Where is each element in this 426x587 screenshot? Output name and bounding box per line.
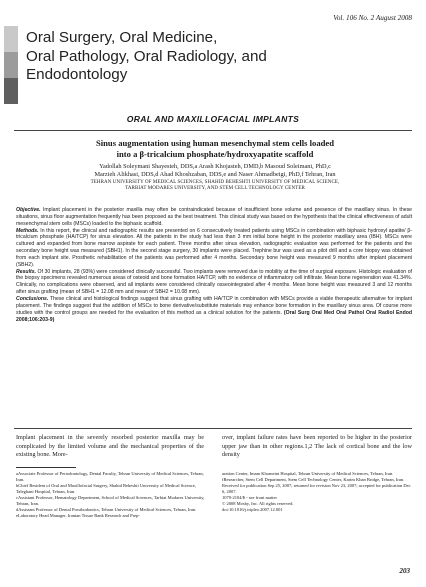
footnote: © 2008 Mosby, Inc. All rights reserved. (222, 501, 294, 506)
journal-title (26, 29, 267, 85)
masthead-color-bar (4, 26, 18, 104)
footnotes-left (16, 471, 206, 519)
footnote: 1079-2104/$ - see front matter (222, 495, 277, 500)
author-line: Marzieh Alikhasi, DDS,d Ahad Khoshzaban, DDS,e and Naser Ahmadbeigi, PhD,f Tehran, Iran (94, 171, 336, 179)
journal-masthead (4, 26, 422, 104)
footnote: cAssistant Professor, Hematology Department, School of Medical Sciences, Tarbiat Modares University, Tehran, Iran. (16, 495, 205, 506)
footnote: aration Center, Imam Khomeini Hospital, Tehran University of Medical Sciences, Tehran, Iran. (222, 471, 394, 476)
abstract-objective (16, 207, 412, 228)
affiliation-line: TEHRAN UNIVERSITY OF MEDICAL SCIENCES, SHAHID BEHESHTI UNIVERSITY OF MEDICAL SCIENCE, (90, 180, 340, 185)
body-column-right: over, implant failure rates have been reported to be higher in the posterior upper jaw than in other regions.1,2 The lack of cortical bone and the low density (222, 434, 412, 459)
article-title-line: into a β-tricalcium phosphate/hydroxyapatite scaffold (116, 149, 314, 159)
footnote: aAssociate Professor of Periodontology, Dental Faculty, Tehran University of Medical Sciences, Tehran, Iran. (16, 471, 204, 482)
abstract-methods (16, 228, 412, 269)
affiliation-line: TARBIAT MODARES UNIVERSITY, AND STEM CELL TECHNOLOGY CENTER (125, 186, 305, 192)
results-label: Results. (16, 268, 36, 275)
abstract-results (16, 269, 412, 296)
journal-title-line: Endodontology (26, 66, 128, 83)
affiliations (20, 180, 410, 193)
author-list (20, 163, 410, 180)
section-divider (14, 130, 412, 131)
results-text: Of 30 implants, 28 (93%) were considered clinically successful. Two implants were removed due to mobility at the time of surgical exposure. Histologic evaluation of the biopsy specimens revealed numerous areas of osteoid and bone formation HA/TCP, with no evidence of inflammatory cell infiltrate. Mean bone regeneration was 41.34%. Clinically, no complications were observed, and all implants were considered clinically osseointegrated after 4 months. Mean bone height was measured 3 and 12 months after sinus grafting (mean of SBH1 = 12.08 mm and mean of SBH2 = 10.08 mm). (16, 268, 412, 296)
footnote-divider (16, 467, 76, 468)
abstract-divider (14, 428, 412, 429)
journal-title-line: Oral Pathology, Oral Radiology, and (26, 47, 267, 65)
footnote: bChief Resident of Oral and Maxillofacial Surgery, Shahid Beheshti University of Medical Science, Taleghani Hospital, Tehran, Iran. (16, 483, 196, 494)
footnote: eLaboratory Head Manager, Iranian Tissue Bank Research and Prep- (16, 513, 140, 518)
footnote: fResearcher, Stem Cell Department, Stem Cell Technology Center, Karim Khan Bridge, Tehran, Iran. (222, 477, 405, 482)
citation: (Oral Surg Oral Med Oral Pathol Oral Radiol Endod 2008;106:203-9) (16, 309, 412, 323)
methods-label: Methods. (16, 227, 39, 234)
section-heading: ORAL AND MAXILLOFACIAL IMPLANTS (126, 114, 300, 124)
author-line: Yadollah Soleymani Shayesteh, DDS,a Arash Khojasteh, DMD,b Masoud Soleimani, PhD,c (99, 163, 331, 170)
footnote: doi:10.1016/j.tripleo.2007.12.001 (222, 507, 283, 512)
footnotes-right (222, 471, 412, 513)
page-number: 203 (399, 567, 410, 575)
abstract (16, 207, 412, 323)
volume-line: Vol. 106 No. 2 August 2008 (333, 14, 412, 22)
article-title-line: Sinus augmentation using human mesenchymal stem cells loaded (95, 138, 335, 148)
article-title (20, 138, 410, 160)
methods-text: In this report, the clinical and radiographic results are presented on 6 consecutively treated patients using MSCs in combination with biphasic hydroxyl apatite/ β-tricalcium phosphate (HA/TCP) for sinus elevation. All the patients in the study had less than 3 mm initial bone height in the posterior maxillary area (IBH). MSCs were cultured and expanded from bone marrow aspirate for each patient. Three months after sinus elevation, radiographic evaluation was performed for the patients and the secondary bone height was measured (SBH1). In the second stage surgery, 30 implants were placed. Trephine bur was used as a pilot drill and a core biopsy was obtained from each implant site. Prosthetic rehabilitation of the patients was performed after 4 months. Secondary bone height was measured 9 months after implant placement (SBH2). (16, 227, 412, 268)
body-column-left: Implant placement in the severely resorbed posterior maxilla may be complicated by the limited volume and the mechanical properties of the existing bone. More- (16, 434, 204, 459)
objective-text: Implant placement in the posterior maxilla may often be contraindicated because of insufficient bone volume and presence of the maxillary sinus. In these situations, sinus floor augmentation frequently has been proposed as the best treatment. This clinical study was based on the hypothesis that the clinical effectiveness of adult mesenchymal stem cells (MSCs) loaded to the biphasic scaffold. (16, 207, 412, 227)
conclusions-label: Conclusions. (16, 295, 49, 302)
abstract-conclusions (16, 296, 412, 323)
footnote: dAssistant Professor of Dental Prosthodontics, Tehran University of Medical Sciences, Tehran, Iran. (16, 507, 197, 512)
footnote: Received for publication Sep 25, 2007; returned for revision Nov 23, 2007; accepted for publication Dec 6, 2007. (222, 483, 411, 494)
objective-label: Objective. (16, 207, 41, 213)
journal-title-line: Oral Surgery, Oral Medicine, (26, 29, 218, 46)
conclusions-text: These clinical and histological findings suggest that sinus grafting with HA/TCP in combination with MSCs provide a viable therapeutic alternative for implant placement. The findings suggest that the addition of MSCs to bone derivative/substitute materials may enhance bone formation in the maxillary sinus area. Of course more studies with the control groups are needed for the evaluation of this method as a clinical solution for the patients. (16, 295, 412, 316)
